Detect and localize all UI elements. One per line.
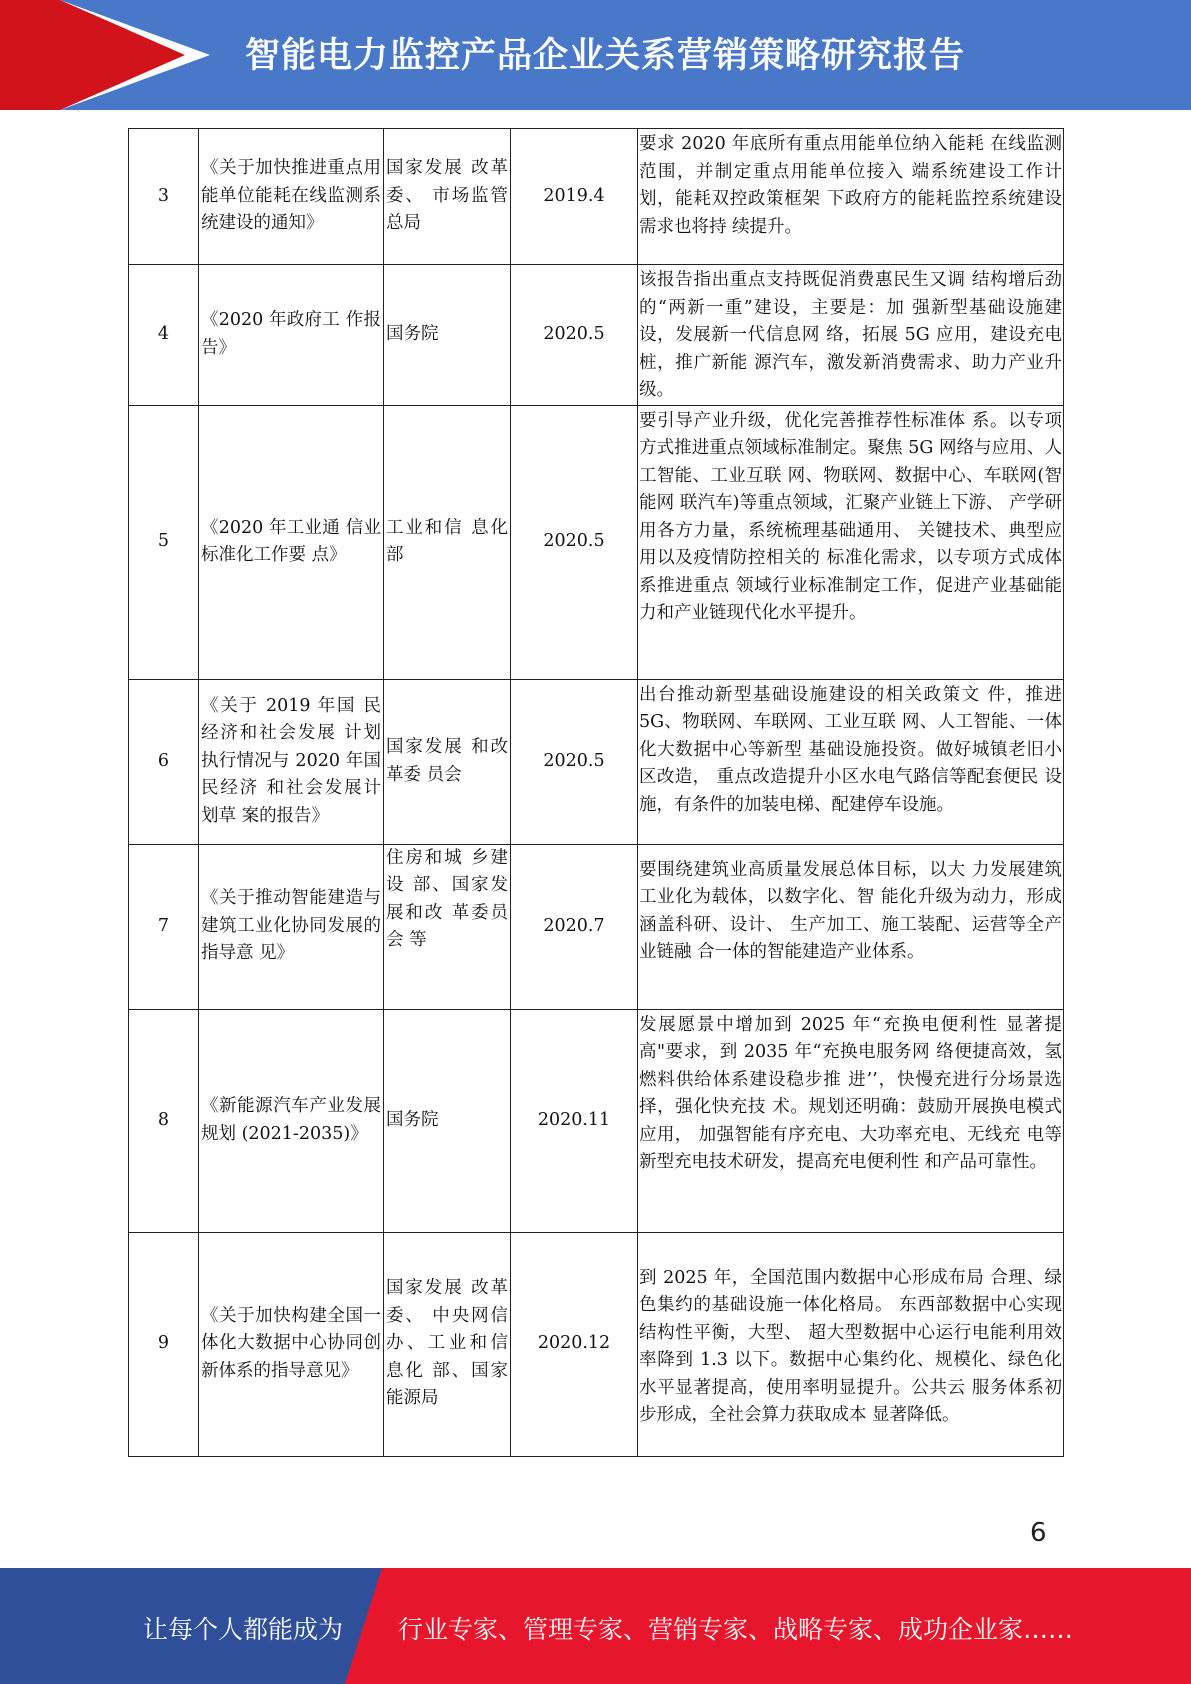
issue-date: 2020.5 xyxy=(511,265,638,406)
policy-content: 该报告指出重点支持既促消费惠民生又调 结构增后劲的“两新一重”建设，主要是：加 强新型基础设施建设，发展新一代信息网 络，拓展 5G 应用，建设充电桩，推广新能 源汽车，激发新消费需求、助力产业升级。 xyxy=(638,265,1064,406)
table-row xyxy=(129,1009,1064,1232)
policy-table xyxy=(128,128,1064,1457)
issuing-department: 国务院 xyxy=(384,1009,511,1232)
policy-content: 要围绕建筑业高质量发展总体目标，以大 力发展建筑工业化为载体，以数字化、智 能化升级为动力，形成涵盖科研、设计、 生产加工、施工装配、运营等全产业链融 合一体的智能建造产业体系。 xyxy=(638,844,1064,1009)
policy-table-container xyxy=(128,128,1064,1457)
policy-name: 《新能源汽车产业发展规划 (2021-2035)》 xyxy=(199,1009,384,1232)
footer-slogan-lead: 让每个人都能成为 xyxy=(143,1615,344,1644)
row-number: 3 xyxy=(129,129,199,265)
header-red-block xyxy=(0,0,60,110)
table-row xyxy=(129,844,1064,1009)
policy-content: 到 2025 年，全国范围内数据中心形成布局 合理、绿色集约的基础设施一体化格局。 东西部数据中心实现结构性平衡，大型、 超大型数据中心运行电能利用效率降到 1.3 以下。数据中心集约化、规模化、绿色化 水平显著提高，使用率明显提升。公共云 服务体系初步形成，全社会算力获取成本 显著降低。 xyxy=(638,1232,1064,1456)
issue-date: 2020.12 xyxy=(511,1232,638,1456)
issuing-department: 国家发展 改革委、 市场监管 总局 xyxy=(384,129,511,265)
policy-name: 《关于加快推进重点用能单位能耗在线监测系统建设的通知》 xyxy=(199,129,384,265)
row-number: 7 xyxy=(129,844,199,1009)
policy-content: 出台推动新型基础设施建设的相关政策文 件，推进 5G、物联网、车联网、工业互联 网、人工智能、一体化大数据中心等新型 基础设施投资。做好城镇老旧小区改造， 重点改造提升小区水电气路信等配套便民 设施，有条件的加装电梯、配建停车设施。 xyxy=(638,679,1064,844)
policy-content: 要引导产业升级，优化完善推荐性标准体 系。以专项方式推进重点领域标准制定。聚焦 5G 网络与应用、人工智能、工业互联 网、物联网、数据中心、车联网(智能网 联汽车)等重点领域，汇聚产业链上下游、 产学研用各方力量，系统梳理基础通用、 关键技术、典型应用以及疫情防控相关的 标准化需求，以专项方式成体系推进重点 领域行业标准制定工作，促进产业基础能 力和产业链现代化水平提升。 xyxy=(638,405,1064,679)
issuing-department: 住房和城 乡建设 部、国家发展和改 革委员会 等 xyxy=(384,844,511,1009)
issue-date: 2020.11 xyxy=(511,1009,638,1232)
issuing-department: 国家发展 改革委、 中央网信 办、工业和信息化 部、国家 能源局 xyxy=(384,1232,511,1456)
page-footer xyxy=(0,1568,1191,1684)
row-number: 5 xyxy=(129,405,199,679)
policy-content: 要求 2020 年底所有重点用能单位纳入能耗 在线监测范围，并制定重点用能单位接入 端系统建设工作计划，能耗双控政策框架 下政府方的能耗监控系统建设需求也将持 续提升。 xyxy=(638,129,1064,265)
policy-content: 发展愿景中增加到 2025 年“充换电便利性 显著提高"要求，到 2035 年“充换电服务网 络便捷高效，氢燃料供给体系建设稳步推 进’’，快慢充进行分场景选择，强化快充技 术。规划还明确：鼓励开展换电模式应用， 加强智能有序充电、大功率充电、无线充 电等新型充电技术研发，提高充电便利性 和产品可靠性。 xyxy=(638,1009,1064,1232)
table-row xyxy=(129,1232,1064,1456)
issue-date: 2020.5 xyxy=(511,405,638,679)
issue-date: 2019.4 xyxy=(511,129,638,265)
row-number: 6 xyxy=(129,679,199,844)
table-row xyxy=(129,679,1064,844)
header-red-arrow xyxy=(60,0,185,110)
policy-name: 《2020 年政府工 作报告》 xyxy=(199,265,384,406)
policy-name: 《关于加快构建全国一体化大数据中心协同创新体系的指导意见》 xyxy=(199,1232,384,1456)
issue-date: 2020.7 xyxy=(511,844,638,1009)
policy-name: 《关于推动智能建造与建筑工业化协同发展的指导意 见》 xyxy=(199,844,384,1009)
table-row xyxy=(129,265,1064,406)
policy-name: 《2020 年工业通 信业标准化工作要 点》 xyxy=(199,405,384,679)
issuing-department: 工业和信 息化部 xyxy=(384,405,511,679)
issuing-department: 国家发展 和改革委 员会 xyxy=(384,679,511,844)
row-number: 9 xyxy=(129,1232,199,1456)
table-row xyxy=(129,129,1064,265)
report-title: 智能电力监控产品企业关系营销策略研究报告 xyxy=(245,36,966,76)
issuing-department: 国务院 xyxy=(384,265,511,406)
issue-date: 2020.5 xyxy=(511,679,638,844)
row-number: 8 xyxy=(129,1009,199,1232)
footer-slogan-roles: 行业专家、管理专家、营销专家、战略专家、成功企业家…… xyxy=(398,1615,1074,1644)
page-header xyxy=(0,0,1191,110)
row-number: 4 xyxy=(129,265,199,406)
policy-name: 《关于 2019 年国 民经济和社会发展 计划执行情况与 2020 年国民经济 和社会发展计划草 案的报告》 xyxy=(199,679,384,844)
page-number: 6 xyxy=(1030,1518,1047,1548)
table-row xyxy=(129,405,1064,679)
